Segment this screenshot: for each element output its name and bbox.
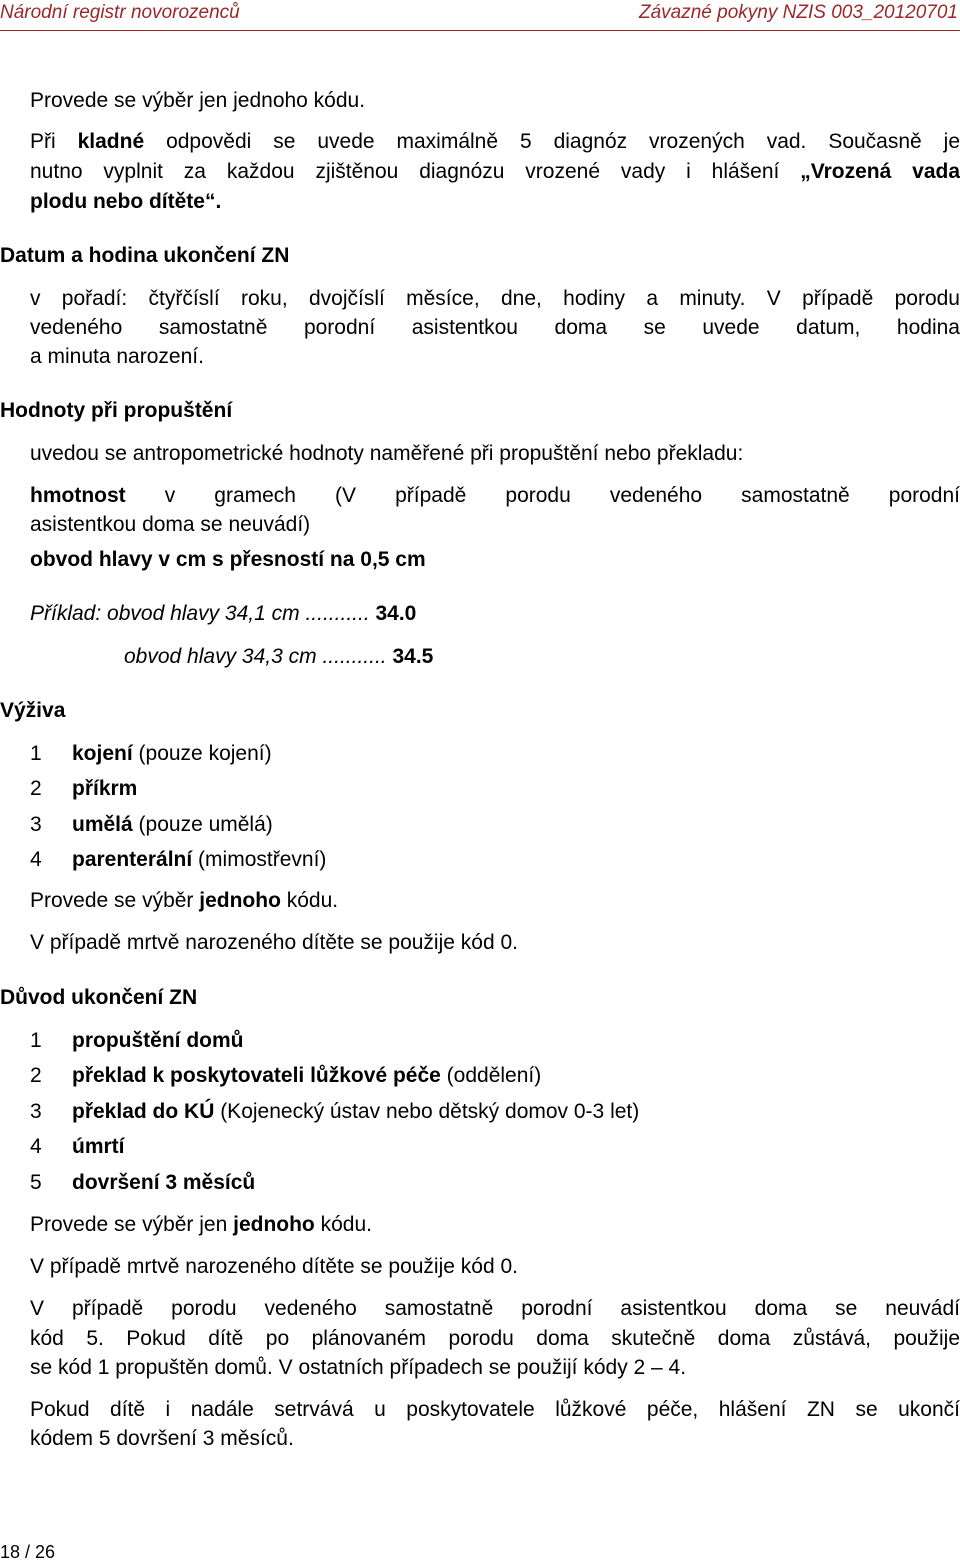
section-heading-duvod: Důvod ukončení ZN [0, 986, 198, 1009]
hmotnost-label: hmotnost [30, 484, 126, 507]
hmotnost-line-1: hmotnost v gramech (V případě porodu vedeného samostatně porodní [30, 484, 960, 507]
duvod-select-one: Provede se výběr jen jednoho kódu. [30, 1213, 372, 1236]
duvod-item: 2 překlad k poskytovateli lůžkové péče (oddělení) [30, 1064, 542, 1087]
section-heading-hodnoty: Hodnoty při propuštění [0, 399, 233, 422]
vyziva-stillborn-note: V případě mrtvě narozeného dítěte se použije kód 0. [30, 931, 518, 954]
hodnoty-intro: uvedou se antropometrické hodnoty naměřené při propuštění nebo překladu: [30, 442, 744, 465]
header-divider [0, 30, 960, 31]
duvod-stillborn-note: V případě mrtvě narozeného dítěte se použije kód 0. [30, 1255, 518, 1278]
example-1: Příklad: obvod hlavy 34,1 cm ........... 34.0 [30, 602, 417, 625]
hmotnost-line-2: asistentkou doma se neuvádí) [30, 513, 311, 536]
intro-line-1: Při kladné odpovědi se uvede maximálně 5 diagnóz vrozených vad. Současně je [30, 130, 960, 153]
section-heading-datum: Datum a hodina ukončení ZN [0, 244, 290, 267]
intro-select-one: Provede se výběr jen jednoho kódu. [30, 89, 366, 112]
running-header-title: Národní registr novorozenců [0, 2, 240, 23]
duvod-paragraph-1-line-1: V případě porodu vedeného samostatně porodní asistentkou doma se neuvádí [30, 1297, 960, 1320]
example-2: obvod hlavy 34,3 cm ........... 34.5 [124, 645, 434, 668]
vyziva-item: 1 kojení (pouze kojení) [30, 742, 272, 765]
duvod-paragraph-1-line-3: se kód 1 propuštěn domů. V ostatních případech se použijí kódy 2 – 4. [30, 1356, 687, 1379]
duvod-paragraph-2-line-1: Pokud dítě i nadále setrvává u poskytovatele lůžkové péče, hlášení ZN se ukončí [30, 1398, 960, 1421]
duvod-item: 3 překlad do KÚ (Kojenecký ústav nebo dětský domov 0-3 let) [30, 1100, 640, 1123]
duvod-item: 5 dovršení 3 měsíců [30, 1171, 256, 1194]
vyziva-item: 3 umělá (pouze umělá) [30, 813, 273, 836]
running-header-doc-id: Závazné pokyny NZIS 003_20120701 [639, 2, 958, 23]
datum-line-3: a minuta narození. [30, 345, 204, 368]
page-number: 18 / 26 [0, 1542, 56, 1562]
vyziva-item: 4 parenterální (mimostřevní) [30, 848, 327, 871]
intro-line-2: nutno vyplnit za každou zjištěnou diagnózu vrozené vady i hlášení „Vrozená vada [30, 160, 960, 183]
duvod-item: 4 úmrtí [30, 1135, 125, 1158]
obvod-hlavy: obvod hlavy v cm s přesností na 0,5 cm [30, 548, 426, 571]
vyziva-select-one: Provede se výběr jednoho kódu. [30, 889, 339, 912]
datum-line-1: v pořadí: čtyřčíslí roku, dvojčíslí měsíce, dne, hodiny a minuty. V případě porodu [30, 287, 960, 310]
duvod-paragraph-2-line-2: kódem 5 dovršení 3 měsíců. [30, 1427, 294, 1450]
duvod-paragraph-1-line-2: kód 5. Pokud dítě po plánovaném porodu doma skutečně doma zůstává, použije [30, 1327, 960, 1350]
intro-line-3: plodu nebo dítěte“. [30, 190, 222, 213]
section-heading-vyziva: Výživa [0, 699, 66, 722]
duvod-item: 1 propuštění domů [30, 1029, 244, 1052]
vyziva-item: 2 příkrm [30, 777, 138, 800]
datum-line-2: vedeného samostatně porodní asistentkou doma se uvede datum, hodina [30, 316, 960, 339]
